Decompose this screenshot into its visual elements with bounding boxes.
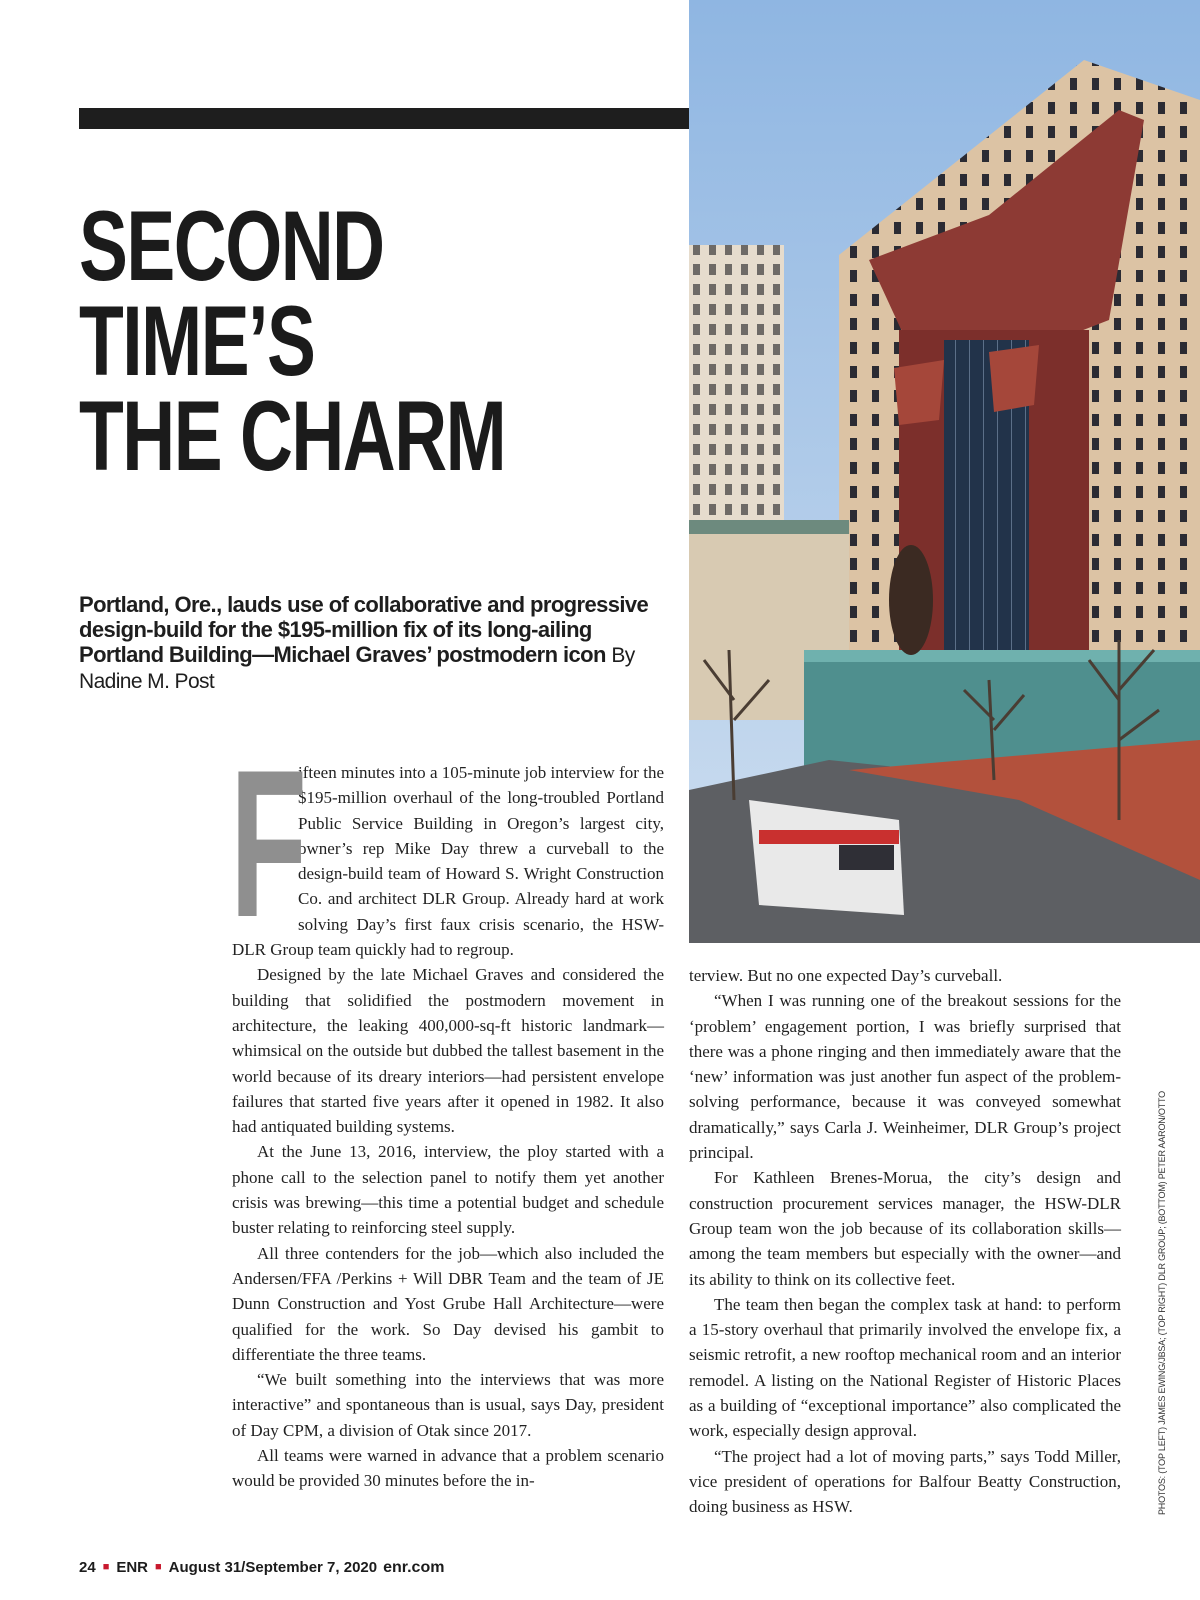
body-paragraph: At the June 13, 2016, interview, the ploy started with a phone call to the selection panel to notify them yet another crisis was brewing—this time a potential budget and schedule buster relating to reinforcing steel supply. [232,1142,664,1238]
deck-text: Portland, Ore., lauds use of collaborative and progressive design-build for the $195-million fix of its long-ailing Portland Building—Michael Graves’ postmodern icon [79,592,649,667]
issue-date: August 31/September 7, 2020 [168,1559,378,1576]
byline: By Nadine M. Post [79,644,635,693]
body-paragraph: “When I was running one of the breakout sessions for the ‘problem’ engagement portion, I was briefly surprised that there was a phone ringing and then immediately aware that the ‘new’ information was just another fun aspect of the problem-solving performance, because it was conveyed somewhat dramatically,” says Carla J. Weinheimer, DLR Group’s project principal. [689,991,1121,1163]
headline-line-3: THE CHARM [79,380,506,491]
magazine-name: ENR [116,1559,149,1576]
red-square-icon: ■ [102,1561,110,1573]
red-square-icon: ■ [155,1561,162,1573]
photo-credit-text: PHOTOS: (TOP LEFT) JAMES EWING/JBSA; (TOP RIGHT) DLR GROUP; (BOTTOM) PETER AARON/OTTO [1157,1091,1167,1515]
building-photo [689,0,1200,943]
page-footer [79,1559,444,1577]
body-paragraph: “We built something into the interviews that was more interactive” and spontaneous than is usual, says Day, president of Day CPM, a division of Otak since 2017. [232,1370,664,1440]
page-number: 24 [79,1559,96,1576]
body-paragraph: The team then began the complex task at hand: to perform a 15-story overhaul that primarily involved the envelope fix, a seismic retrofit, a new rooftop mechanical room and an interior remodel. A listing on the National Register of Historic Places as a building of “exceptional importance” also complicated the work, especially design approval. [689,1294,1121,1441]
headline-line-2: TIME’S [79,285,315,396]
article-headline [79,190,523,491]
body-paragraph: All teams were warned in advance that a problem scenario would be provided 30 minutes before the in- [232,1446,664,1491]
body-paragraph: “The project had a lot of moving parts,” says Todd Miller, vice president of operations for Balfour Beatty Construction, doing business as HSW. [689,1446,1121,1517]
header-rule-bar [79,108,689,129]
photo-credit [1157,1091,1177,1515]
article-deck [79,592,679,694]
body-column-left [230,726,664,1494]
dropcap: F [230,726,307,961]
site-url: enr.com [383,1559,445,1576]
body-column-right [689,963,1121,1520]
body-paragraph: All three contenders for the job—which also included the Andersen/FFA /Perkins + Will DBR Team and the team of JE Dunn Construction and Yost Grube Hall Architecture—were qualified for the work. So Day devised his gambit to differentiate the three teams. [232,1243,664,1364]
body-paragraph: For Kathleen Brenes-Morua, the city’s design and construction procurement services manager, the HSW-DLR Group team won the job because of its collaboration skills—among the team members but especially with the owner—and its ability to think on its collective feet. [689,1168,1121,1289]
body-paragraph: ifteen minutes into a 105-minute job interview for the $195-million overhaul of the long-troubled Portland Public Service Building in Oregon’s largest city, owner’s rep Mike Day threw a curveball to the design-build team of Howard S. Wright Construction Co. and architect DLR Group. Already hard at work solving Day’s first faux crisis scenario, the HSW-DLR Group team quickly had to regroup. [232,763,664,960]
headline-line-1: SECOND [79,190,384,301]
body-paragraph: Designed by the late Michael Graves and considered the building that solidified the postmodern movement in architecture, the leaking 400,000-sq-ft historic landmark—whimsical on the outside but dubbed the tallest basement in the world because of its dreary interiors—had persistent envelope failures that started five years after it opened in 1982. It also had antiquated building systems. [232,965,664,1137]
body-paragraph: terview. But no one expected Day’s curveball. [689,966,1003,985]
